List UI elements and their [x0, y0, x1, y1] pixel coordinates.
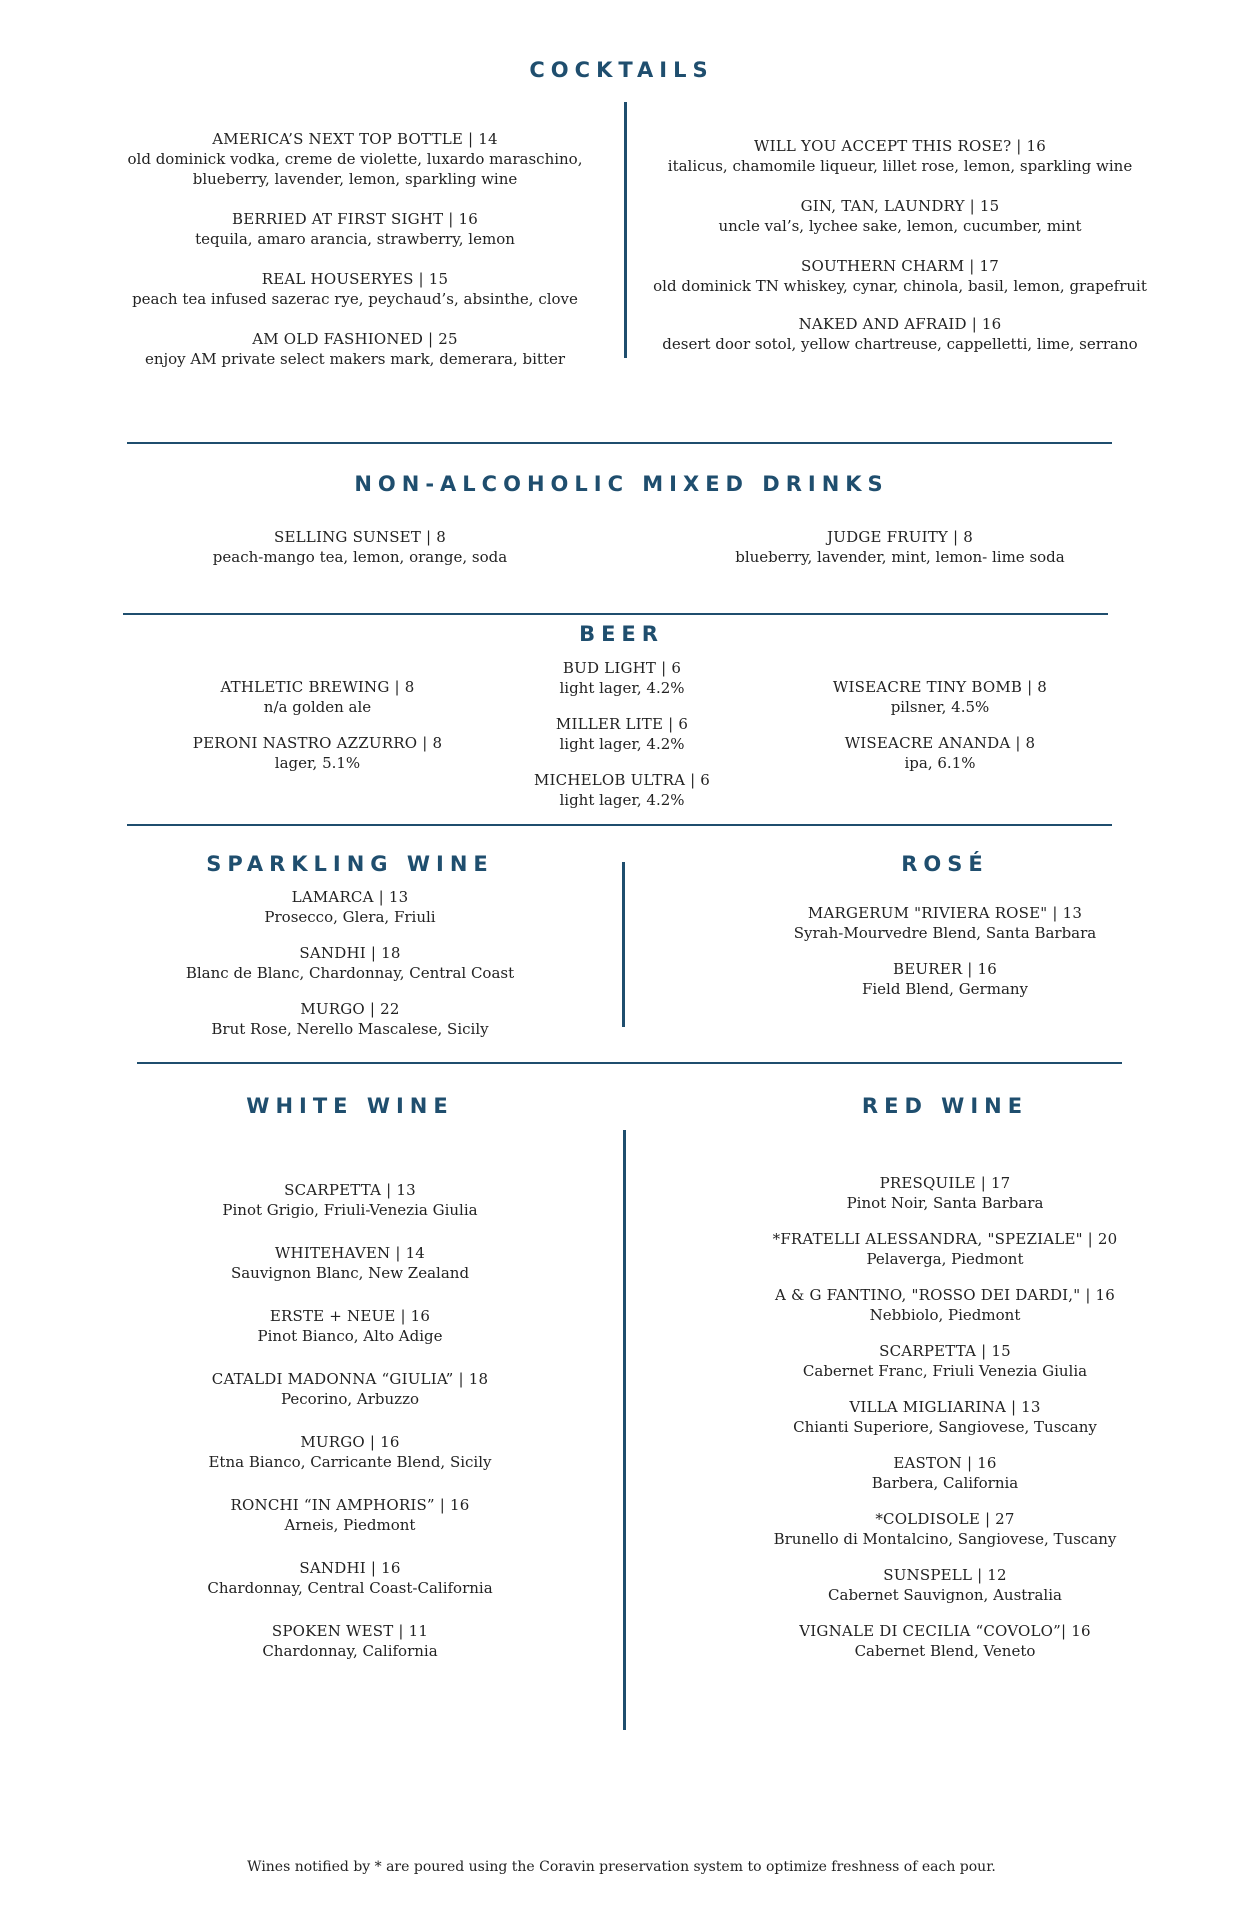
sparkling-wine-heading: SPARKLING WINE [206, 852, 494, 876]
item-name: WISEACRE TINY BOMB | 8 [832, 678, 1048, 696]
item-name: JUDGE FRUITY | 8 [827, 528, 973, 546]
non-alcoholic-heading: NON-ALCOHOLIC MIXED DRINKS [354, 472, 889, 496]
menu-item [130, 1621, 570, 1661]
item-name: BEURER | 16 [892, 960, 998, 978]
item-name: ERSTE + NEUE | 16 [269, 1307, 431, 1325]
menu-item [90, 129, 620, 189]
menu-item [650, 136, 1150, 176]
menu-item [130, 1495, 570, 1535]
cocktails-divider [624, 102, 627, 358]
menu-item [680, 527, 1120, 567]
item-name: *FRATELLI ALESSANDRA, "SPEZIALE" | 20 [772, 1230, 1118, 1248]
item-description: blueberry, lavender, mint, lemon- lime soda [735, 548, 1065, 566]
item-name: MURGO | 22 [300, 1000, 400, 1018]
menu-item [650, 314, 1150, 354]
menu-item [130, 1306, 570, 1346]
item-name: SPOKEN WEST | 11 [271, 1622, 429, 1640]
item-name: MICHELOB ULTRA | 6 [533, 771, 711, 789]
item-description: old dominick TN whiskey, cynar, chinola, basil, lemon, grapefruit [653, 277, 1147, 295]
item-description: Sauvignon Blanc, New Zealand [230, 1264, 470, 1282]
item-name: MILLER LITE | 6 [555, 715, 689, 733]
section-divider [127, 824, 1112, 826]
sparkling-wine-column [130, 887, 570, 1039]
item-name: RONCHI “IN AMPHORIS” | 16 [230, 1496, 470, 1514]
beer-center-column [502, 658, 742, 810]
item-name: PERONI NASTRO AZZURRO | 8 [192, 734, 443, 752]
item-description: Cabernet Franc, Friuli Venezia Giulia [802, 1362, 1088, 1380]
item-description: Barbera, California [871, 1474, 1019, 1492]
menu-item [90, 209, 620, 249]
item-description: Pinot Bianco, Alto Adige [257, 1327, 443, 1345]
item-description: Blanc de Blanc, Chardonnay, Central Coast [185, 964, 515, 982]
item-description: Chardonnay, California [262, 1642, 438, 1660]
item-name: REAL HOUSERYES | 15 [261, 270, 449, 288]
item-description: Pecorino, Arbuzzo [280, 1390, 420, 1408]
menu-item [690, 1173, 1200, 1213]
menu-item [690, 1621, 1200, 1661]
item-description: Field Blend, Germany [861, 980, 1029, 998]
item-name: AMERICA’S NEXT TOP BOTTLE | 14 [212, 130, 498, 148]
item-name: SANDHI | 18 [299, 944, 401, 962]
menu-item [690, 1229, 1200, 1269]
item-description: Nebbiolo, Piedmont [869, 1306, 1021, 1324]
item-name: ATHLETIC BREWING | 8 [220, 678, 415, 696]
menu-item [650, 196, 1150, 236]
item-description: old dominick vodka, creme de violette, luxardo maraschino, [127, 150, 583, 168]
item-name: CATALDI MADONNA “GIULIA” | 18 [211, 1370, 489, 1388]
menu-item [130, 999, 570, 1039]
item-name: LAMARCA | 13 [291, 888, 409, 906]
menu-item [690, 1285, 1200, 1325]
menu-item [130, 1180, 570, 1220]
menu-item [700, 959, 1190, 999]
cocktails-right-column [650, 136, 1150, 354]
white-wine-heading: WHITE WINE [246, 1094, 454, 1118]
item-name: BUD LIGHT | 6 [562, 659, 682, 677]
menu-item [130, 887, 570, 927]
item-description: Etna Bianco, Carricante Blend, Sicily [208, 1453, 492, 1471]
menu-item [502, 658, 742, 698]
non-alcoholic-left-column [140, 527, 580, 567]
menu-item [130, 943, 570, 983]
wine-divider [623, 1130, 626, 1730]
item-description: italicus, chamomile liqueur, lillet rose, lemon, sparkling wine [667, 157, 1133, 175]
item-name: MURGO | 16 [300, 1433, 400, 1451]
item-name: SELLING SUNSET | 8 [274, 528, 446, 546]
item-description: Cabernet Sauvignon, Australia [828, 1586, 1062, 1604]
section-divider [127, 442, 1112, 444]
beer-heading: BEER [579, 622, 664, 646]
item-name: WILL YOU ACCEPT THIS ROSE? | 16 [753, 137, 1047, 155]
item-name: SCARPETTA | 15 [879, 1342, 1011, 1360]
menu-item [690, 1509, 1200, 1549]
cocktails-left-column [90, 129, 620, 369]
item-name: VIGNALE DI CECILIA “COVOLO”| 16 [799, 1622, 1091, 1640]
section-divider [123, 613, 1108, 615]
menu-item [690, 1565, 1200, 1605]
coravin-footnote: Wines notified by * are poured using the Coravin preservation system to optimize freshness of each pour. [247, 1859, 996, 1875]
item-description: lager, 5.1% [274, 754, 361, 772]
menu-item [780, 733, 1100, 773]
beer-right-column [780, 677, 1100, 773]
item-name: AM OLD FASHIONED | 25 [252, 330, 458, 348]
item-name: WHITEHAVEN | 14 [274, 1244, 426, 1262]
non-alcoholic-right-column [680, 527, 1120, 567]
item-name: WISEACRE ANANDA | 8 [844, 734, 1036, 752]
item-name: BERRIED AT FIRST SIGHT | 16 [231, 210, 479, 228]
rose-column [700, 903, 1190, 999]
white-wine-column [130, 1180, 570, 1661]
item-description: light lager, 4.2% [559, 679, 685, 697]
item-description-line-2: blueberry, lavender, lemon, sparkling wine [192, 170, 518, 188]
menu-item [690, 1453, 1200, 1493]
wine-divider [622, 862, 625, 1027]
menu-item [780, 677, 1100, 717]
item-name: MARGERUM "RIVIERA ROSE" | 13 [807, 904, 1083, 922]
menu-item [140, 527, 580, 567]
menu-item [130, 1432, 570, 1472]
menu-item [90, 269, 620, 309]
item-description: n/a golden ale [263, 698, 372, 716]
menu-item [650, 256, 1150, 296]
menu-item [502, 714, 742, 754]
item-description: Cabernet Blend, Veneto [854, 1642, 1036, 1660]
item-description: Prosecco, Glera, Friuli [264, 908, 436, 926]
item-description: tequila, amaro arancia, strawberry, lemon [195, 230, 515, 248]
menu-item [130, 1369, 570, 1409]
rose-heading: ROSÉ [901, 852, 989, 876]
item-name: SUNSPELL | 12 [883, 1566, 1007, 1584]
item-name: PRESQUILE | 17 [879, 1174, 1011, 1192]
menu-item [140, 733, 495, 773]
menu-item [700, 903, 1190, 943]
item-description: Pinot Grigio, Friuli-Venezia Giulia [222, 1201, 478, 1219]
item-description: light lager, 4.2% [559, 791, 685, 809]
red-wine-heading: RED WINE [861, 1094, 1029, 1118]
item-description: light lager, 4.2% [559, 735, 685, 753]
section-divider [137, 1062, 1122, 1064]
item-description: desert door sotol, yellow chartreuse, cappelletti, lime, serrano [662, 335, 1138, 353]
item-name: VILLA MIGLIARINA | 13 [849, 1398, 1041, 1416]
item-name: SCARPETTA | 13 [284, 1181, 416, 1199]
item-description: Chardonnay, Central Coast-California [207, 1579, 493, 1597]
red-wine-column [690, 1173, 1200, 1661]
item-description: Pinot Noir, Santa Barbara [846, 1194, 1044, 1212]
item-description: Brut Rose, Nerello Mascalese, Sicily [211, 1020, 489, 1038]
item-name: GIN, TAN, LAUNDRY | 15 [800, 197, 1000, 215]
item-description: Syrah-Mourvedre Blend, Santa Barbara [793, 924, 1097, 942]
item-description: ipa, 6.1% [904, 754, 976, 772]
item-name: NAKED AND AFRAID | 16 [798, 315, 1002, 333]
item-description: peach tea infused sazerac rye, peychaud’s, absinthe, clove [132, 290, 578, 308]
item-description: Pelaverga, Piedmont [866, 1250, 1024, 1268]
menu-item [90, 329, 620, 369]
menu-item [130, 1558, 570, 1598]
item-description: peach-mango tea, lemon, orange, soda [212, 548, 508, 566]
menu-item [130, 1243, 570, 1283]
menu-item [690, 1341, 1200, 1381]
item-name: A & G FANTINO, "ROSSO DEI DARDI," | 16 [774, 1286, 1116, 1304]
menu-item [140, 677, 495, 717]
item-description: Arneis, Piedmont [284, 1516, 416, 1534]
item-description: pilsner, 4.5% [890, 698, 990, 716]
item-name: SOUTHERN CHARM | 17 [801, 257, 999, 275]
item-description: Chianti Superiore, Sangiovese, Tuscany [793, 1418, 1097, 1436]
menu-item [502, 770, 742, 810]
item-description: uncle val’s, lychee sake, lemon, cucumber, mint [718, 217, 1082, 235]
item-description: enjoy AM private select makers mark, demerara, bitter [144, 350, 566, 368]
cocktails-heading: COCKTAILS [529, 58, 714, 82]
beer-left-column [140, 677, 495, 773]
item-name: EASTON | 16 [893, 1454, 997, 1472]
item-description: Brunello di Montalcino, Sangiovese, Tuscany [773, 1530, 1117, 1548]
item-name: SANDHI | 16 [299, 1559, 401, 1577]
menu-item [690, 1397, 1200, 1437]
item-name: *COLDISOLE | 27 [875, 1510, 1015, 1528]
